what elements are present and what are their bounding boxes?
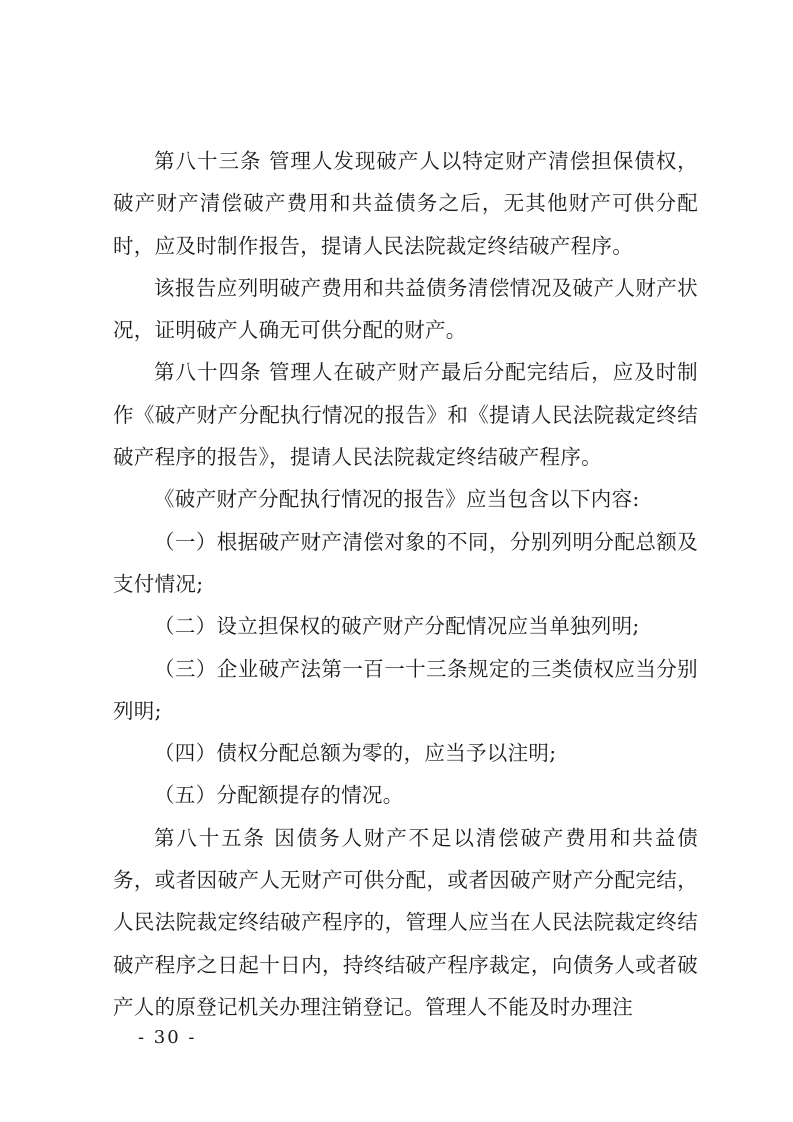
- list-item-1: （一）根据破产财产清偿对象的不同，分别列明分配总额及支付情况;: [113, 529, 698, 596]
- list-item-2: （二）设立担保权的破产财产分配情况应当单独列明;: [154, 614, 640, 639]
- article-85-paragraph: 第八十五条 因债务人财产不足以清偿破产费用和共益债务，或者因破产人无财产可供分配，或者因破产财产分配完结，人民法院裁定终结破产程序的，管理人应当在人民法院裁定终结破产程序之日起十日内，持终结破产程序裁定，向债务人或者破产人的原登记机关办理注销登记。管理人不能及时办理注: [113, 825, 698, 1019]
- page-number: - 30 -: [138, 1027, 197, 1048]
- article-83-paragraph: 第八十三条 管理人发现破产人以特定财产清偿担保债权，破产财产清偿破产费用和共益债务之后，无其他财产可供分配时，应及时制作报告，提请人民法院裁定终结破产程序。: [113, 149, 698, 258]
- article-84-paragraph: 第八十四条 管理人在破产财产最后分配完结后，应及时制作《破产财产分配执行情况的报告》和《提请人民法院裁定终结破产程序的报告》，提请人民法院裁定终结破产程序。: [113, 360, 698, 470]
- list-item-3: （三）企业破产法第一百一十三条规定的三类债权应当分别列明;: [113, 656, 698, 723]
- article-83-report-paragraph: 该报告应列明破产费用和共益债务清偿情况及破产人财产状况，证明破产人确无可供分配的财产。: [113, 275, 698, 343]
- list-item-4: （四）债权分配总额为零的，应当予以注明;: [154, 741, 557, 766]
- document-body: [113, 140, 698, 1028]
- report-contents-intro: 《破产财产分配执行情况的报告》应当包含以下内容:: [154, 487, 640, 512]
- list-item-5: （五）分配额提存的情况。: [154, 783, 404, 808]
